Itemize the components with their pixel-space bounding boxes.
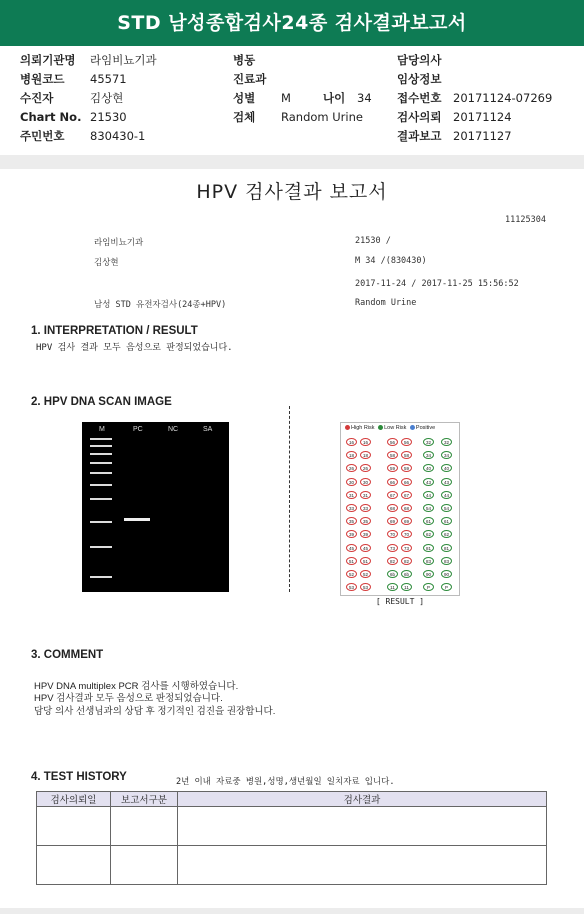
chip-spot: 40 [441,464,452,472]
table-row [37,846,547,885]
ladder-band [90,576,112,578]
ladder-band [90,521,112,523]
chip-spot: 66 [401,478,412,486]
chip-spot: 56 [387,438,398,446]
chip-spot: 69 [401,517,412,525]
chip-spot: 73 [387,544,398,552]
chip-spot: 58 [387,451,398,459]
chip-spot: 51 [346,557,357,565]
chip-legend: High Risk Low Risk Positive [341,423,459,433]
chip-spot: 51 [360,557,371,565]
chip-result-label: [ RESULT ] [375,597,425,606]
ladder-band [90,484,112,486]
chip-spot: 43 [423,478,434,486]
chip-spot: 61 [423,517,434,525]
chip-spot: 54 [441,504,452,512]
info-patient: 수진자 김상현 [20,91,124,105]
chip-spot: 44 [423,491,434,499]
chip-spot: 81 [423,544,434,552]
chip-spot: 32 [441,438,452,446]
chip-spot: 73 [401,544,412,552]
ladder-band [90,453,112,455]
chip-spot: 66 [387,478,398,486]
comment-line: HPV DNA multiplex PCR 검사를 시행하였습니다. [34,681,239,692]
gel-lane-sa: SA [203,426,213,433]
chip-spot: 18 [346,451,357,459]
pc-band [124,518,150,521]
chip-spot: 68 [387,504,398,512]
chip-spot: 82 [401,557,412,565]
chip-spot: 82 [387,557,398,565]
chip-spot: 61 [441,517,452,525]
info-clinical: 임상정보 [397,72,442,86]
low-risk-dot-icon [378,425,383,430]
info-ward: 병동 [233,53,256,67]
section-comment: 3. COMMENT [31,649,104,661]
chip-spot: 67 [387,491,398,499]
info-chart-no: Chart No. 21530 [20,110,127,124]
section-scan-image: 2. HPV DNA SCAN IMAGE [31,396,172,408]
comment-line: HPV 검사결과 모두 음성으로 판정되었습니다. [34,693,223,704]
section-divider [0,155,584,169]
report-clinic: 라임비뇨기과 [94,238,144,248]
ladder-band [90,472,112,474]
chip-spot: 56 [401,438,412,446]
chip-spot: 83 [423,557,434,565]
report-code: 11125304 [505,215,546,225]
report-test-name: 남성 STD 유전자검사(24종+HPV) [94,300,227,310]
test-history-table [36,791,547,885]
info-request-date: 검사의뢰 20171124 [397,110,512,124]
chip-spot: P [423,583,434,591]
chip-spot: 43 [441,478,452,486]
gel-lane-m: M [99,426,105,433]
report-specimen: Random Urine [355,298,417,308]
high-risk-dot-icon [345,425,350,430]
report-header-title: STD 남성종합검사24종 검사결과보고서 [0,0,584,46]
chip-spot: 35 [360,517,371,525]
chip-spot: 26 [360,464,371,472]
info-specimen: 검체 Random Urine [233,110,363,124]
chip-spot: 62 [423,530,434,538]
interpretation-text: HPV 검사 결과 모두 음성으로 판정되었습니다. [36,343,233,353]
col-header-result: 검사결과 [178,792,547,807]
table-row [37,807,547,846]
info-age: 나이 34 [323,91,372,105]
chip-spot: 16 [346,438,357,446]
info-institution: 의뢰기관명 라임비뇨기과 [20,53,157,67]
chip-spot: 11 [401,583,412,591]
footer-bar [0,908,584,914]
ladder-band [90,445,112,447]
chip-spot: 45 [346,544,357,552]
info-department: 진료과 [233,72,267,86]
info-receipt-no: 접수번호 20171124-07269 [397,91,553,105]
report-title: HPV 검사결과 보고서 [196,181,388,203]
chip-spot: 81 [441,544,452,552]
chip-spot: 11 [387,583,398,591]
info-hospital-code: 병원코드 45571 [20,72,127,86]
col-header-report-type: 보고서구분 [111,792,178,807]
col-header-request-date: 검사의뢰일 [37,792,111,807]
info-report-date: 결과보고 20171127 [397,129,512,143]
report-dates: 2017-11-24 / 2017-11-25 15:56:52 [355,279,519,289]
chip-spot: 44 [441,491,452,499]
ladder-band [90,438,112,440]
chip-spot: 35 [346,517,357,525]
chip-spot: 70 [387,530,398,538]
chip-spot: 6b [387,570,398,578]
chip-spot: 33 [346,504,357,512]
chip-spot: 30 [360,478,371,486]
chip-spot: 32 [423,438,434,446]
info-doctor: 담당의사 [397,53,442,67]
ladder-band [90,546,112,548]
ladder-band [90,462,112,464]
chip-spot: 39 [346,530,357,538]
chip-spot: 83 [441,557,452,565]
chip-spot: 33 [360,504,371,512]
chip-spot: 18 [360,451,371,459]
chip-spot: 69 [387,517,398,525]
ladder-band [90,498,112,500]
chip-spot: 70 [401,530,412,538]
chip-spot: 67 [401,491,412,499]
chip-spot: 31 [360,491,371,499]
chip-spot: 53 [346,583,357,591]
chip-spot: 54 [423,504,434,512]
chip-spot: 6b [401,570,412,578]
gel-lane-pc: PC [133,426,143,433]
chip-spot: P [441,583,452,591]
chip-spot: 45 [360,544,371,552]
chip-spot: 30 [346,478,357,486]
gel-lane-nc: NC [168,426,179,433]
history-note: 2년 이내 자료중 병원,성명,생년월일 일치자료 입니다. [176,777,395,787]
chip-spot: 59 [401,464,412,472]
positive-dot-icon [410,425,415,430]
chip-spot: 26 [346,464,357,472]
chip-spot: 68 [401,504,412,512]
chip-spot: 52 [360,570,371,578]
report-chart: 21530 / [355,236,391,246]
chip-spot: 52 [346,570,357,578]
chip-spot: 40 [423,464,434,472]
hpv-chip-image [340,422,460,596]
chip-spot: 53 [360,583,371,591]
table-header-row [37,792,547,807]
info-resident-no: 주민번호 830430-1 [20,129,146,143]
info-sex: 성별 M [233,91,291,105]
chip-spot: 39 [360,530,371,538]
chip-spot: 62 [441,530,452,538]
chip-spot: 34 [441,451,452,459]
comment-line: 담당 의사 선생님과의 상담 후 정기적인 검진을 권장합니다. [34,706,276,717]
section-interpretation: 1. INTERPRETATION / RESULT [31,325,198,337]
report-name: 김상현 [94,258,119,268]
report-sex-age: M 34 /(830430) [355,256,427,266]
chip-spot: 34 [423,451,434,459]
chip-spot: 58 [401,451,412,459]
chip-spot: 90 [423,570,434,578]
gel-electrophoresis-image [82,422,229,592]
chip-spot: 90 [441,570,452,578]
chip-spot: 31 [346,491,357,499]
section-test-history: 4. TEST HISTORY [31,771,127,783]
dashed-separator [289,406,290,592]
chip-spot: 59 [387,464,398,472]
chip-spot: 16 [360,438,371,446]
